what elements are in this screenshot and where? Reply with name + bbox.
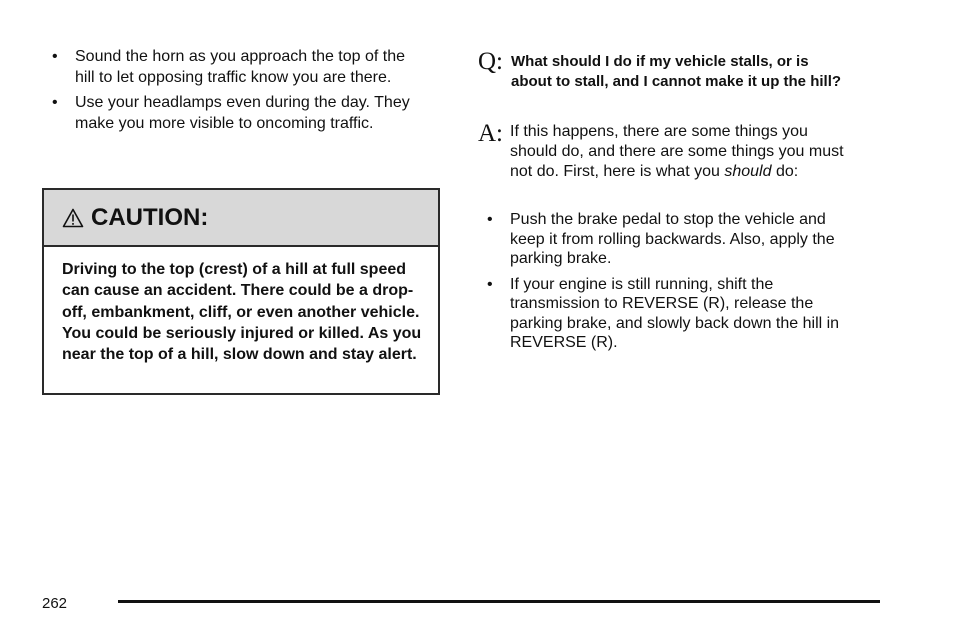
answer-block	[478, 120, 848, 182]
bullet-dot: •	[487, 211, 493, 228]
left-bullet-list	[52, 47, 422, 139]
footer-rule	[118, 600, 880, 603]
caution-box	[42, 188, 440, 395]
list-item	[487, 275, 847, 353]
caution-header	[44, 190, 438, 247]
answer-text-end: do:	[775, 163, 799, 180]
right-bullet-list	[487, 210, 847, 359]
warning-triangle-icon	[62, 208, 84, 228]
bullet-dot: •	[52, 94, 58, 111]
list-item	[52, 93, 422, 134]
list-item	[487, 210, 847, 269]
answer-text-start: If this happens, there are some things you should do, and there are some things you must not do. First, here is what you	[510, 123, 844, 180]
list-item-text: Use your headlamps even during the day. They make you more visible to oncoming traffic.	[75, 94, 410, 132]
question-text: What should I do if my vehicle stalls, or is about to stall, and I cannot make it up the hill?	[511, 53, 842, 90]
answer-text	[510, 120, 848, 182]
list-item	[52, 47, 422, 88]
caution-title: CAUTION:	[91, 203, 209, 231]
question-marker: Q:	[478, 48, 503, 75]
page-number: 262	[42, 595, 68, 612]
bullet-dot: •	[52, 48, 58, 65]
answer-emphasis: should	[724, 163, 772, 180]
list-item-text: Sound the horn as you approach the top of the hill to let opposing traffic know you are there.	[75, 48, 406, 86]
caution-text: Driving to the top (crest) of a hill at full speed can cause an accident. There could be a drop-off, embankment, cliff, or even another vehicle. You could be seriously injured or killed. As you near the top of a hill, slow down and stay alert.	[62, 261, 422, 364]
answer-marker: A:	[478, 120, 503, 147]
question-block	[478, 48, 848, 92]
list-item-text: Push the brake pedal to stop the vehicle and keep it from rolling backwards. Also, apply the parking brake.	[510, 211, 835, 267]
bullet-dot: •	[487, 275, 493, 293]
list-item-text: If your engine is still running, shift the transmission to REVERSE (R), release the parking brake, and slowly back down the hill in REVERSE (R).	[510, 275, 840, 351]
